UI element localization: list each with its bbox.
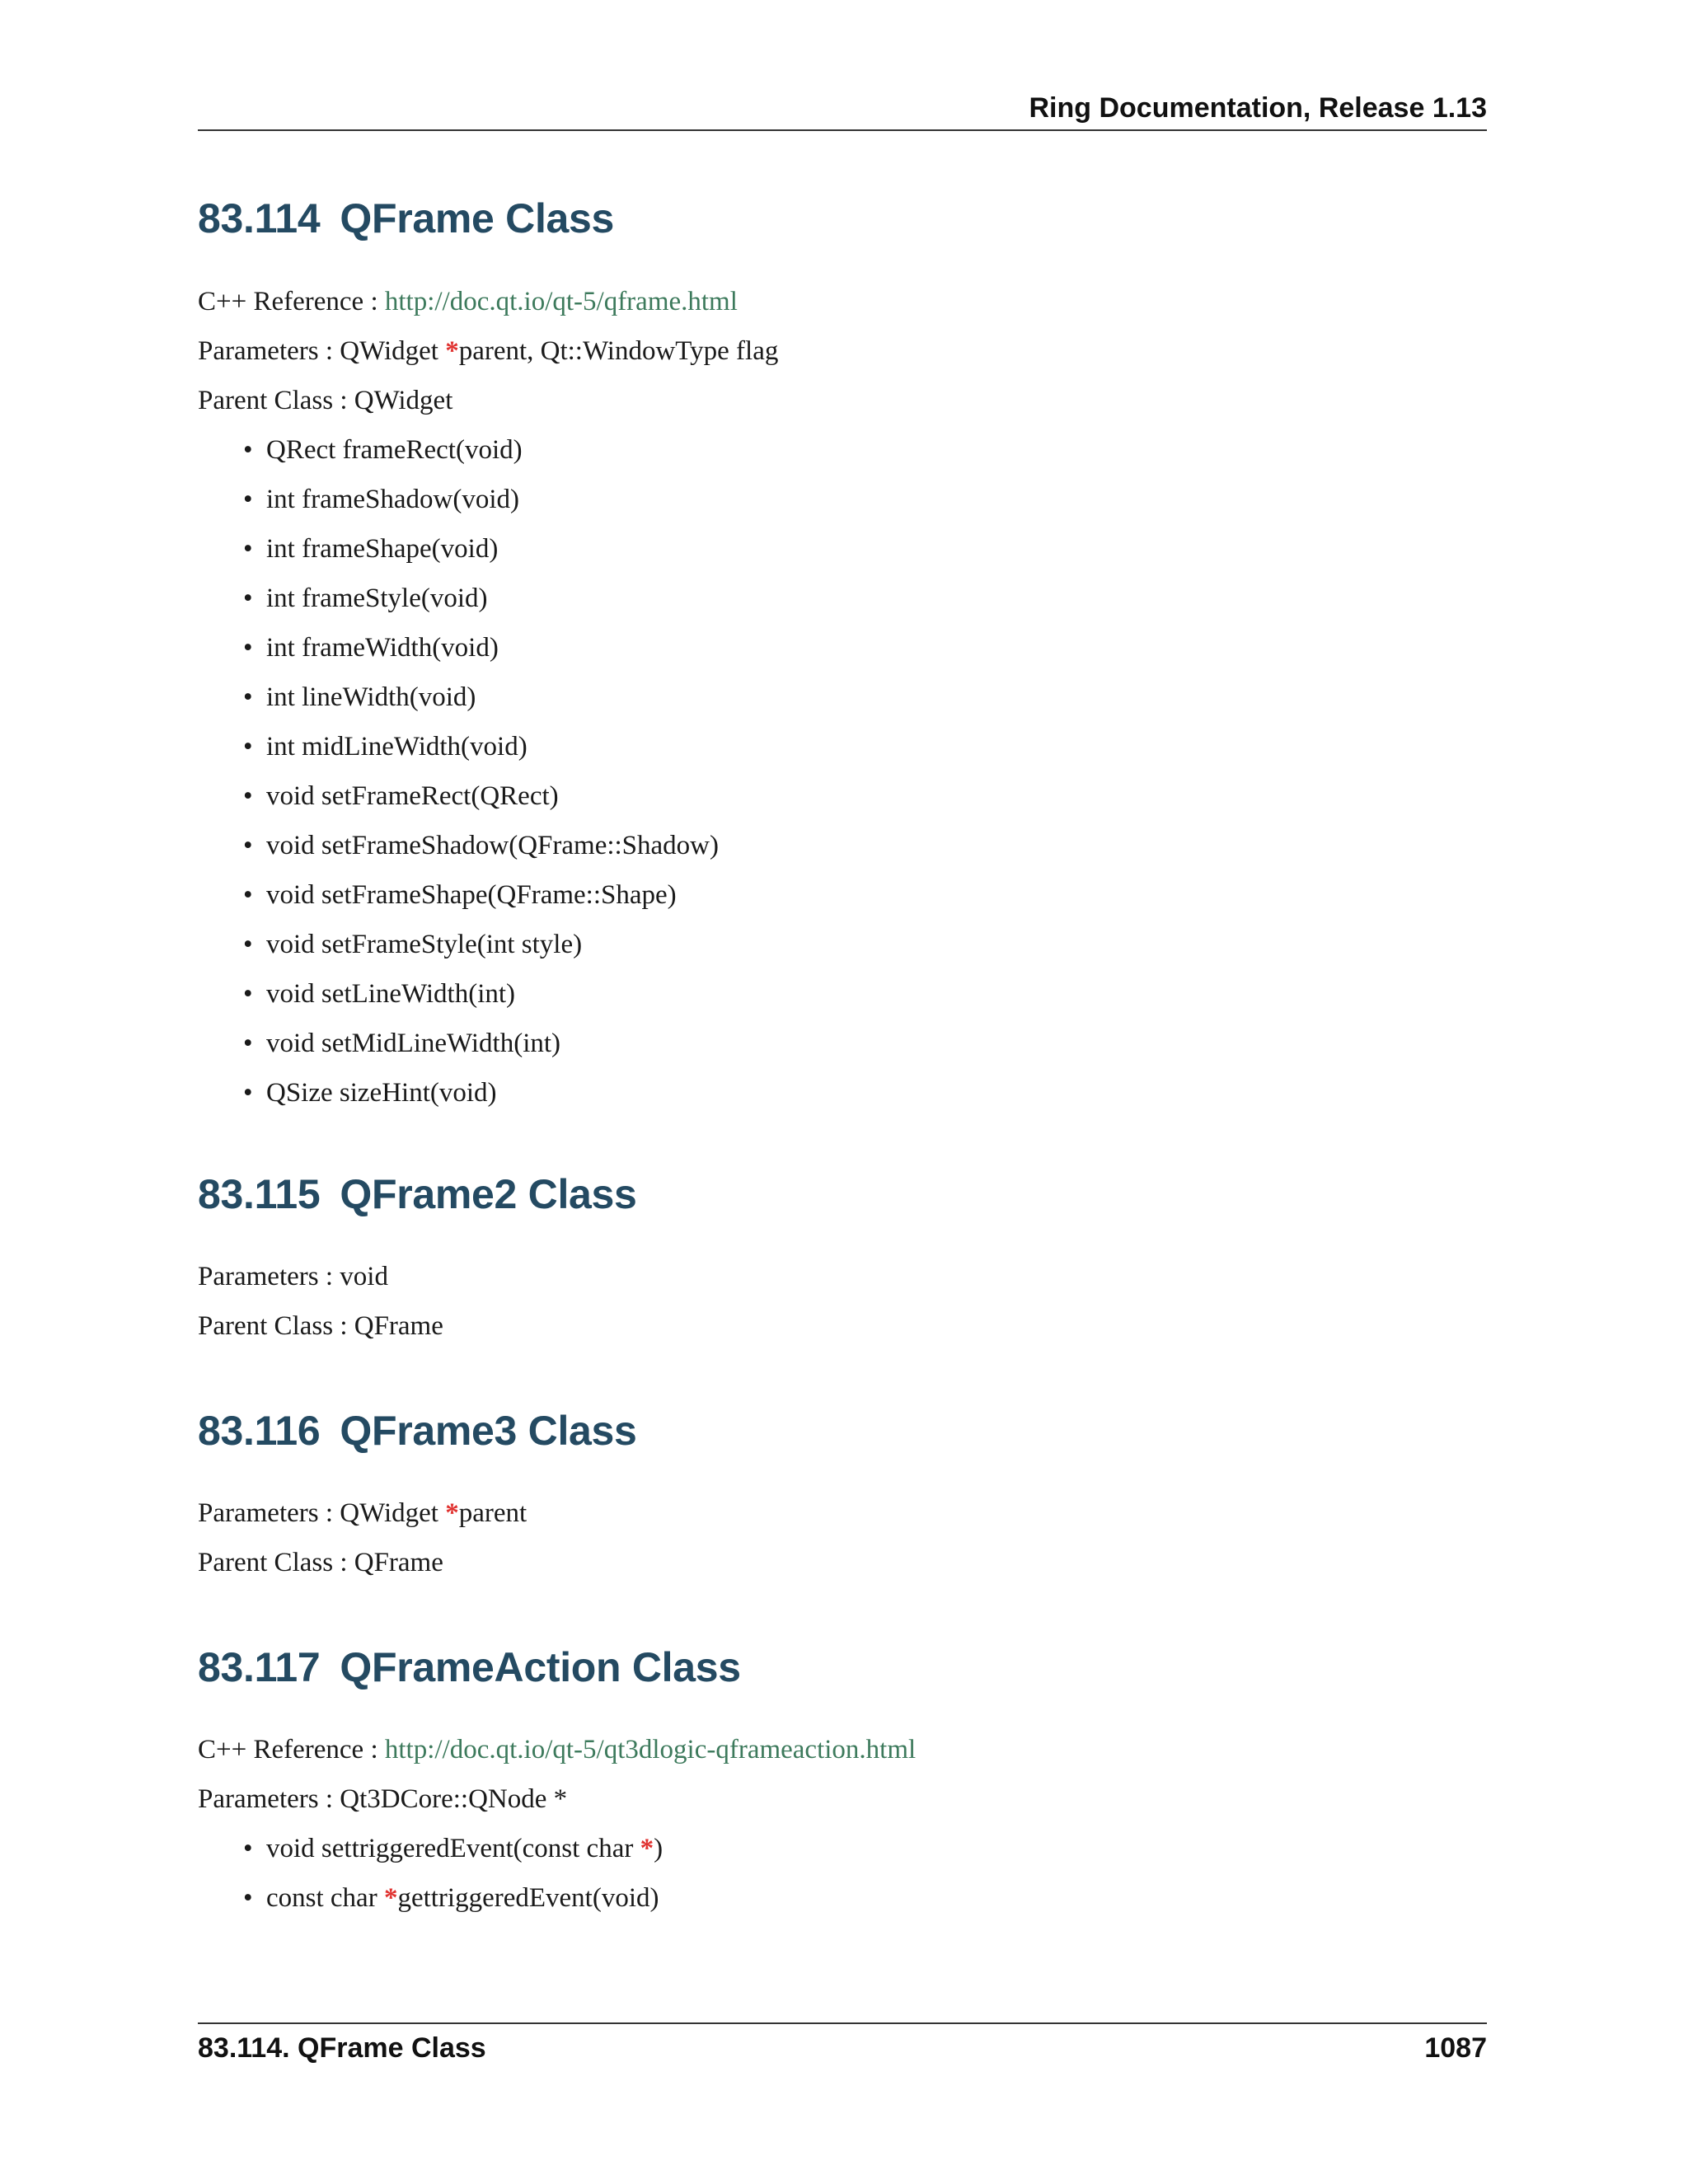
reference-label: C++ Reference : <box>198 287 385 316</box>
bullet-icon: • <box>243 732 253 762</box>
bullet-icon: • <box>243 781 253 811</box>
list-item <box>198 1080 1487 1107</box>
method-list <box>198 1835 1487 1912</box>
footer-section-label: 83.114. QFrame Class <box>198 2032 486 2064</box>
method-signature: int midLineWidth(void) <box>266 732 528 762</box>
parameters-type: QWidget <box>340 1498 446 1528</box>
parent-class-value: QFrame <box>354 1311 443 1341</box>
bullet-icon: • <box>243 633 253 663</box>
parameters-label: Parameters : <box>198 1498 340 1528</box>
method-signature: void setFrameShape(QFrame::Shape) <box>266 880 677 910</box>
parent-class-label: Parent Class : <box>198 386 354 415</box>
parameters-type: QWidget <box>340 336 446 366</box>
bullet-icon: • <box>243 1078 253 1108</box>
parameters-line <box>198 338 1487 365</box>
page-number: 1087 <box>1424 2032 1487 2064</box>
section-qframeaction <box>198 1644 1487 1690</box>
list-item <box>198 981 1487 1008</box>
pointer-asterisk: * <box>640 1834 654 1863</box>
pointer-asterisk: * <box>383 1883 398 1913</box>
method-signature-end: gettriggeredEvent(void) <box>397 1883 659 1913</box>
list-item <box>198 585 1487 612</box>
section-heading <box>198 1171 1487 1217</box>
running-header: Ring Documentation, Release 1.13 <box>1029 92 1487 124</box>
parent-class-value: QFrame <box>354 1548 443 1577</box>
parameters-line <box>198 1500 1487 1527</box>
document-page <box>198 0 1487 2184</box>
list-item <box>198 437 1487 464</box>
method-signature-start: void settriggeredEvent(const char <box>266 1834 640 1863</box>
bullet-icon: • <box>243 583 253 613</box>
section-heading <box>198 195 1487 241</box>
method-signature: QRect frameRect(void) <box>266 435 523 465</box>
parent-class-line <box>198 1313 1487 1340</box>
bullet-icon: • <box>243 534 253 564</box>
bullet-icon: • <box>243 1834 253 1863</box>
method-signature: void setFrameRect(QRect) <box>266 781 559 811</box>
parent-class-line <box>198 387 1487 415</box>
section-heading <box>198 1644 1487 1690</box>
method-signature: int frameShape(void) <box>266 534 499 564</box>
section-qframe2 <box>198 1171 1487 1217</box>
method-signature: void setLineWidth(int) <box>266 979 516 1009</box>
list-item <box>198 1835 1487 1863</box>
method-signature: QSize sizeHint(void) <box>266 1078 497 1108</box>
method-signature: void setFrameStyle(int style) <box>266 930 583 959</box>
method-signature: void setMidLineWidth(int) <box>266 1029 561 1058</box>
list-item <box>198 684 1487 711</box>
section-number: 83.114 <box>198 195 321 241</box>
method-signature: void setFrameShadow(QFrame::Shadow) <box>266 831 719 860</box>
method-signature: int frameShadow(void) <box>266 485 520 514</box>
parameters-rest: parent, Qt::WindowType flag <box>458 336 779 366</box>
method-signature: int lineWidth(void) <box>266 682 476 712</box>
parameters-rest: parent <box>458 1498 528 1528</box>
section-qframe <box>198 195 1487 241</box>
parent-class-label: Parent Class : <box>198 1311 354 1341</box>
reference-label: C++ Reference : <box>198 1735 385 1765</box>
parameters-label: Parameters : <box>198 336 340 366</box>
section-number: 83.115 <box>198 1171 321 1217</box>
bullet-icon: • <box>243 880 253 910</box>
method-signature: int frameStyle(void) <box>266 583 488 613</box>
pointer-asterisk: * <box>445 336 459 366</box>
parameters-value: void <box>340 1262 388 1291</box>
list-item <box>198 733 1487 761</box>
section-title: QFrameAction Class <box>340 1644 741 1690</box>
section-title: QFrame Class <box>340 195 615 241</box>
method-signature: int frameWidth(void) <box>266 633 499 663</box>
reference-link[interactable]: http://doc.qt.io/qt-5/qframe.html <box>384 287 738 316</box>
list-item <box>198 1885 1487 1912</box>
bullet-icon: • <box>243 1029 253 1058</box>
bullet-icon: • <box>243 831 253 860</box>
parent-class-label: Parent Class : <box>198 1548 354 1577</box>
parameters-line <box>198 1786 1487 1813</box>
list-item <box>198 832 1487 860</box>
method-signature-end: ) <box>654 1834 663 1863</box>
bullet-icon: • <box>243 930 253 959</box>
parameters-line <box>198 1263 1487 1291</box>
method-signature-start: const char <box>266 1883 384 1913</box>
list-item <box>198 635 1487 662</box>
bullet-icon: • <box>243 1883 253 1913</box>
footer-rule <box>198 2022 1487 2024</box>
section-heading <box>198 1408 1487 1454</box>
list-item <box>198 536 1487 563</box>
bullet-icon: • <box>243 485 253 514</box>
list-item <box>198 882 1487 909</box>
bullet-icon: • <box>243 682 253 712</box>
parameters-value: Qt3DCore::QNode * <box>340 1784 568 1814</box>
list-item <box>198 1030 1487 1057</box>
parameters-label: Parameters : <box>198 1784 340 1814</box>
reference-line <box>198 288 1487 316</box>
reference-link[interactable]: http://doc.qt.io/qt-5/qt3dlogic-qframeaction.html <box>384 1735 917 1765</box>
parameters-label: Parameters : <box>198 1262 340 1291</box>
pointer-asterisk: * <box>445 1498 459 1528</box>
method-list <box>198 437 1487 1107</box>
section-number: 83.117 <box>198 1644 321 1690</box>
section-number: 83.116 <box>198 1408 321 1454</box>
section-qframe3 <box>198 1408 1487 1454</box>
section-title: QFrame3 Class <box>340 1408 637 1454</box>
parent-class-line <box>198 1549 1487 1577</box>
list-item <box>198 783 1487 810</box>
bullet-icon: • <box>243 979 253 1009</box>
list-item <box>198 931 1487 958</box>
parent-class-value: QWidget <box>354 386 453 415</box>
section-title: QFrame2 Class <box>340 1171 637 1217</box>
bullet-icon: • <box>243 435 253 465</box>
list-item <box>198 486 1487 513</box>
header-rule <box>198 129 1487 131</box>
reference-line <box>198 1736 1487 1764</box>
